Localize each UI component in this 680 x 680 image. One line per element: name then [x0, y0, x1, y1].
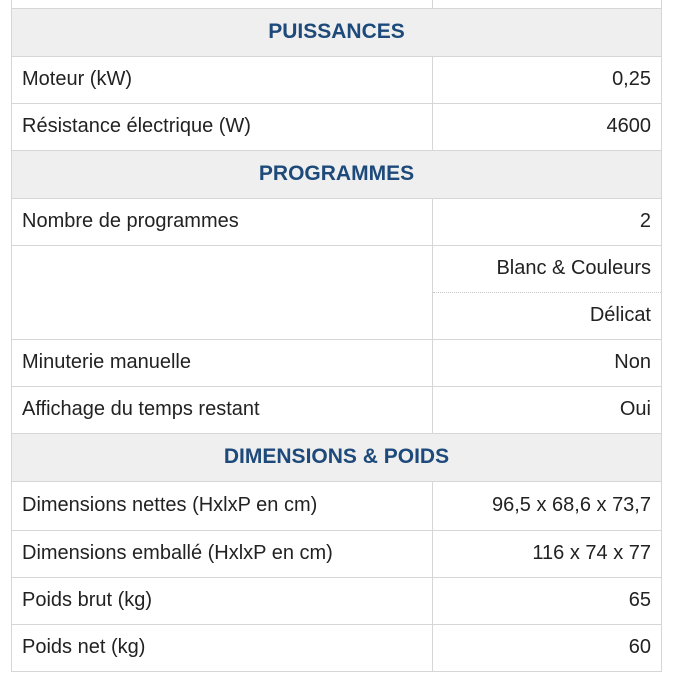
section-header-dimensions: [12, 433, 662, 481]
table-row: [12, 339, 662, 386]
row-label: Affichage du temps restant: [12, 386, 433, 433]
spec-table: [11, 0, 662, 672]
row-label: Moteur (kW): [12, 56, 433, 103]
program-name: Blanc & Couleurs: [433, 245, 662, 292]
row-label: Dimensions nettes (HxlxP en cm): [12, 481, 433, 530]
table-row-cut-off: [12, 0, 662, 8]
row-label: Poids net (kg): [12, 624, 433, 671]
section-header-puissances: [12, 8, 662, 56]
table-row: [12, 577, 662, 624]
row-value: Non: [433, 339, 662, 386]
row-value: 65: [433, 577, 662, 624]
table-row: [12, 198, 662, 245]
table-row: [12, 103, 662, 150]
row-value: 60: [433, 624, 662, 671]
section-header-programmes: [12, 150, 662, 198]
table-row: [12, 386, 662, 433]
row-label: Résistance électrique (W): [12, 103, 433, 150]
section-title: DIMENSIONS & POIDS: [12, 433, 662, 481]
row-value: 116 x 74 x 77: [433, 530, 662, 577]
section-title: PUISSANCES: [12, 8, 662, 56]
section-title: PROGRAMMES: [12, 150, 662, 198]
table-row: [12, 530, 662, 577]
table-cell: [12, 0, 433, 8]
table-row: [12, 481, 662, 530]
table-row-program-list: [12, 245, 662, 292]
table-cell: [433, 0, 662, 8]
program-name: Délicat: [433, 292, 662, 339]
row-label: Poids brut (kg): [12, 577, 433, 624]
row-value: 96,5 x 68,6 x 73,7: [433, 481, 662, 530]
table-row: [12, 624, 662, 671]
row-value: Oui: [433, 386, 662, 433]
row-label: Nombre de programmes: [12, 198, 433, 245]
table-row: [12, 56, 662, 103]
row-value: 0,25: [433, 56, 662, 103]
row-label: Dimensions emballé (HxlxP en cm): [12, 530, 433, 577]
row-label: Minuterie manuelle: [12, 339, 433, 386]
row-value: 2: [433, 198, 662, 245]
row-label-empty: [12, 245, 433, 339]
row-value: 4600: [433, 103, 662, 150]
